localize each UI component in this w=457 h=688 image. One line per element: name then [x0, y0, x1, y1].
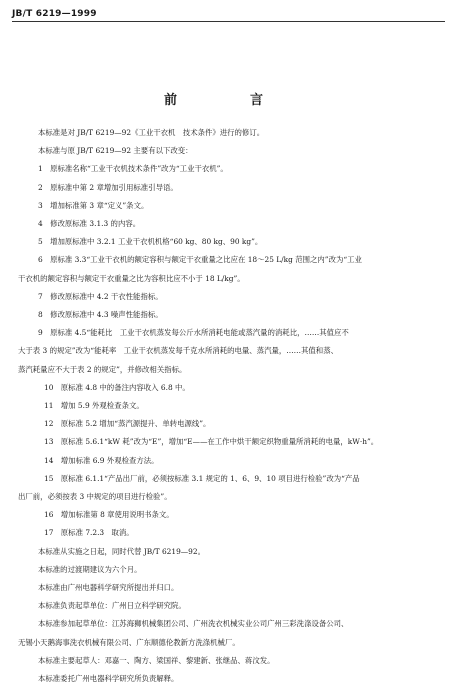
foreword-line: 本标准的过渡期建议为六个月。 — [38, 564, 142, 574]
foreword-line: 17 原标准 7.2.3 取消。 — [44, 528, 134, 538]
foreword-line: 12 原标准 5.2 增加“蒸汽源提升、单转电源线”。 — [44, 419, 211, 429]
foreword-line: 6 原标准 3.3“工业干衣机的额定容积与额定干衣重量之比应在 18～25 L/kg 范围之内”改为“工业 — [38, 255, 362, 265]
foreword-line: 本标准委托广州电器科学研究所负责解释。 — [38, 674, 179, 684]
header-rule — [12, 21, 445, 22]
foreword-line: 本标准负责起草单位：广州日立科学研究院。 — [38, 601, 186, 611]
foreword-line: 本标准由广州电器科学研究所提出并归口。 — [38, 583, 179, 593]
foreword-line: 4 修改原标准 3.1.3 的内容。 — [38, 219, 141, 229]
foreword-line: 5 增加原标准中 3.2.1 工业干衣机机格“60 kg、80 kg、90 kg”。 — [38, 237, 263, 247]
foreword-line: 7 修改原标准中 4.2 干衣性能指标。 — [38, 291, 163, 301]
foreword-line: 大于表 3 的规定”改为“能耗率 工业干衣机蒸发每千克水所消耗的电量、蒸汽量，……其值和蒸、 — [18, 346, 338, 356]
foreword-line: 出厂前，必须按表 3 中规定的项目进行检验”。 — [18, 492, 172, 502]
foreword-line: 2 原标准中第 2 章增加引用标准引导语。 — [38, 182, 178, 192]
foreword-line: 本标准从实施之日起，同时代替 JB/T 6219—92。 — [38, 546, 205, 556]
standard-code-header: JB/T 6219—1999 — [12, 9, 97, 19]
foreword-line: 11 增加 5.9 外观检查条文。 — [44, 401, 144, 411]
foreword-line: 本标准与原 JB/T 6219—92 主要有以下改变： — [38, 146, 193, 156]
foreword-line: 干衣机的额定容积与额定干衣重量之比为容积比应不小于 18 L/kg”。 — [18, 273, 245, 283]
foreword-line: 15 原标准 6.1.1“产品出厂前，必须按标准 3.1 规定的 1、6、9、10 项目进行检验”改为“产品 — [44, 473, 360, 483]
foreword-line: 本标准主要起草人：邓嘉一、陶方、梁国祥、黎建新、张继品、蒋汶发。 — [38, 655, 275, 665]
foreword-line: 13 原标准 5.6.1“kW 耗”改为“E”，增加“E——在工作中烘干额定织物重量所消耗的电量，kW·h”。 — [44, 437, 379, 447]
foreword-line: 蒸汽耗量应不大于表 2 的规定”，并修改相关指标。 — [18, 364, 187, 374]
page-title: 前 言 — [163, 93, 293, 108]
foreword-line: 14 增加标准 6.9 外观检查方法。 — [44, 455, 159, 465]
foreword-line: 本标准参加起草单位：江苏海狮机械集团公司、广州洗衣机械实业公司广州三彩洗涤设备公司、 — [38, 619, 349, 629]
foreword-line: 8 修改原标准中 4.3 噪声性能指标。 — [38, 310, 163, 320]
foreword-line: 3 增加标准第 3 章“定义”条文。 — [38, 200, 149, 210]
foreword-line: 无锡小天鹅海事洗衣机械有限公司、广东顺德伦教新方洗涤机械厂。 — [18, 637, 240, 647]
foreword-body — [18, 124, 440, 688]
foreword-line: 本标准是对 JB/T 6219—92《工业干衣机 技术条件》进行的修订。 — [38, 128, 265, 137]
foreword-line: 10 原标准 4.8 中的备注内容收入 6.8 中。 — [44, 382, 190, 392]
foreword-line: 16 增加标准第 8 章使用说明书条文。 — [44, 510, 174, 520]
foreword-line: 9 原标准 4.5“能耗比 工业干衣机蒸发每公斤水所消耗电能或蒸汽量的消耗比，……其值应不 — [38, 328, 349, 338]
foreword-line: 1 原标准名称“工业干衣机技术条件”改为“工业干衣机”。 — [38, 164, 228, 174]
